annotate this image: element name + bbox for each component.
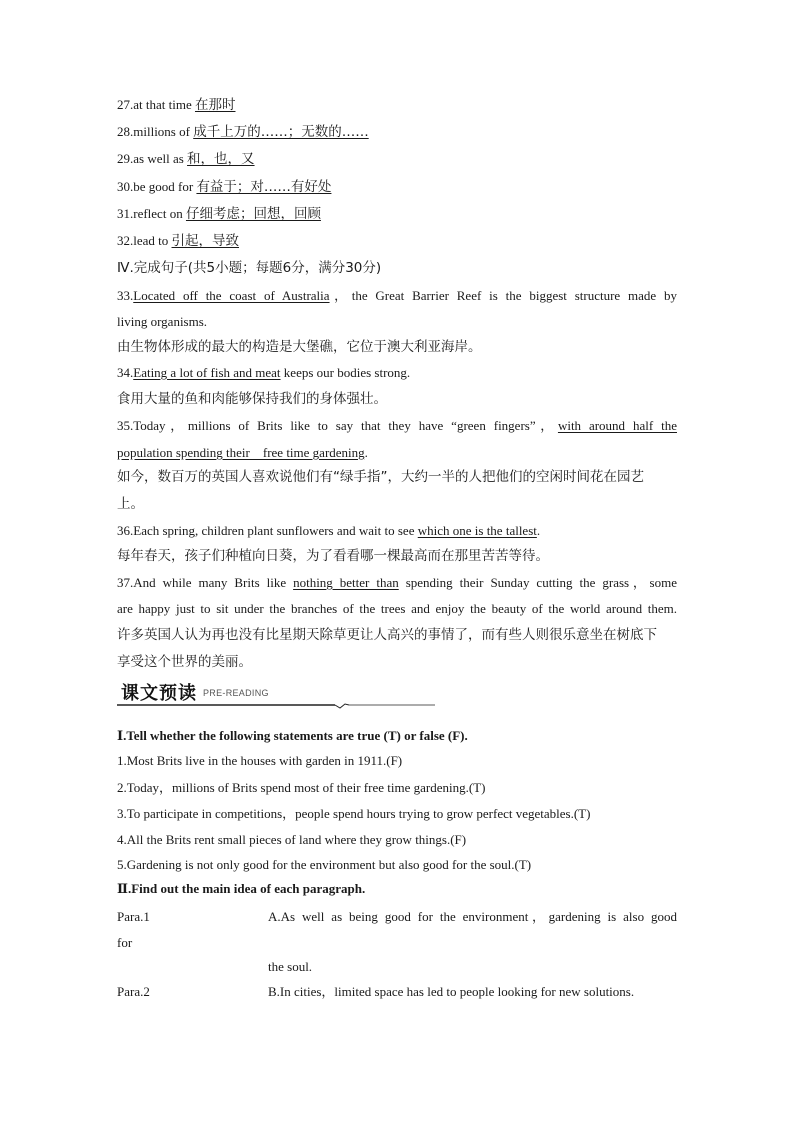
statement-1: 1.Most Brits live in the houses with garden in 1911.(F) (117, 753, 403, 768)
phrase-31: 31.reflect on 仔细考虑；回想，回顾 (117, 206, 321, 222)
sentence-34-translation: 食用大量的鱼和肉能够保持我们的身体强壮。 (117, 391, 387, 407)
sentence-35-translation-1: 如今，数百万的英国人喜欢说他们有“绿手指”，大约一半的人把他们的空闲时间花在园艺 (117, 469, 644, 485)
pre-reading-banner (117, 679, 435, 709)
phrase-answer: 和，也，又 (187, 151, 255, 167)
para-1-idea-wrap: for (117, 935, 133, 950)
part-1-heading: Ⅰ.Tell whether the following statements are true (T) or false (F). (117, 728, 468, 743)
para-2-label: Para.2 (117, 984, 150, 999)
banner-subtitle: PRE-READING (203, 688, 269, 698)
sentence-35-line1: 35.Today，millions of Brits like to say that they have “green fingers”，with around half the (117, 418, 677, 433)
statement-2: 2.Today，millions of Brits spend most of their free time gardening.(T) (117, 780, 486, 795)
para-2-idea: B.In cities，limited space has led to people looking for new solutions. (268, 984, 635, 999)
banner-title: 课文预读 (121, 683, 197, 704)
banner-divider (117, 703, 435, 709)
sentence-37-answer: nothing better than (293, 575, 399, 590)
sentence-37-line2: are happy just to sit under the branches of the trees and enjoy the beauty of the world around them. (117, 601, 677, 616)
sentence-35-answer: with around half the (557, 418, 677, 433)
sentence-33-translation: 由生物体形成的最大的构造是大堡礁，它位于澳大利亚海岸。 (117, 339, 482, 355)
statement-5: 5.Gardening is not only good for the environment but also good for the soul.(T) (117, 857, 532, 872)
phrase-32: 32.lead to 引起，导致 (117, 233, 240, 249)
sentence-35-line2: population spending their free time gardening. (117, 445, 368, 460)
statement-4: 4.All the Brits rent small pieces of land where they grow things.(F) (117, 832, 467, 847)
sentence-34-answer: Eating a lot of fish and meat (133, 365, 281, 380)
sentence-33-answer: Located off the coast of Australia (133, 288, 330, 303)
sentence-34: 34.Eating a lot of fish and meat keeps our bodies strong. (117, 365, 411, 380)
section-4-heading: Ⅳ.完成句子(共5小题；每题6分，满分30分) (117, 260, 382, 276)
para-1-label: Para.1 (117, 909, 150, 924)
phrase-answer: 成千上万的……；无数的…… (193, 124, 369, 140)
part-2-heading: Ⅱ.Find out the main idea of each paragraph. (117, 881, 366, 896)
sentence-37-translation-2: 享受这个世界的美丽。 (117, 654, 252, 670)
phrase-28: 28.millions of 成千上万的……；无数的…… (117, 124, 369, 140)
sentence-35-answer-cont: population spending their free time gardening (117, 445, 365, 460)
sentence-36: 36.Each spring, children plant sunflowers and wait to see which one is the tallest. (117, 523, 541, 538)
sentence-36-translation: 每年春天，孩子们种植向日葵，为了看看哪一棵最高而在那里苦苦等待。 (117, 548, 549, 564)
phrase-29: 29.as well as 和，也，又 (117, 151, 255, 167)
phrase-answer: 有益于；对……有好处 (196, 179, 332, 195)
sentence-37-translation-1: 许多英国人认为再也没有比星期天除草更让人高兴的事情了，而有些人则很乐意坐在树底下 (117, 627, 657, 643)
phrase-answer: 在那时 (194, 97, 236, 113)
para-1-idea: A.As well as being good for the environment，gardening is also good (268, 909, 678, 924)
sentence-33-line1: 33.Located off the coast of Australia，the Great Barrier Reef is the biggest structure made by (117, 288, 677, 303)
sentence-35-translation-2: 上。 (117, 496, 144, 512)
phrase-answer: 引起，导致 (171, 233, 240, 249)
phrase-30: 30.be good for 有益于；对……有好处 (117, 179, 332, 195)
sentence-36-answer: which one is the tallest (417, 523, 537, 538)
phrase-27: 27.at that time 在那时 (117, 97, 236, 113)
sentence-33-line2: living organisms. (117, 314, 208, 329)
phrase-answer: 仔细考虑；回想，回顾 (185, 206, 321, 222)
sentence-37-line1: 37.And while many Brits like nothing better than spending their Sunday cutting the grass，some (117, 575, 677, 590)
para-1-idea-cont: the soul. (268, 959, 313, 974)
statement-3: 3.To participate in competitions，people spend hours trying to grow perfect vegetables.(T) (117, 806, 591, 821)
